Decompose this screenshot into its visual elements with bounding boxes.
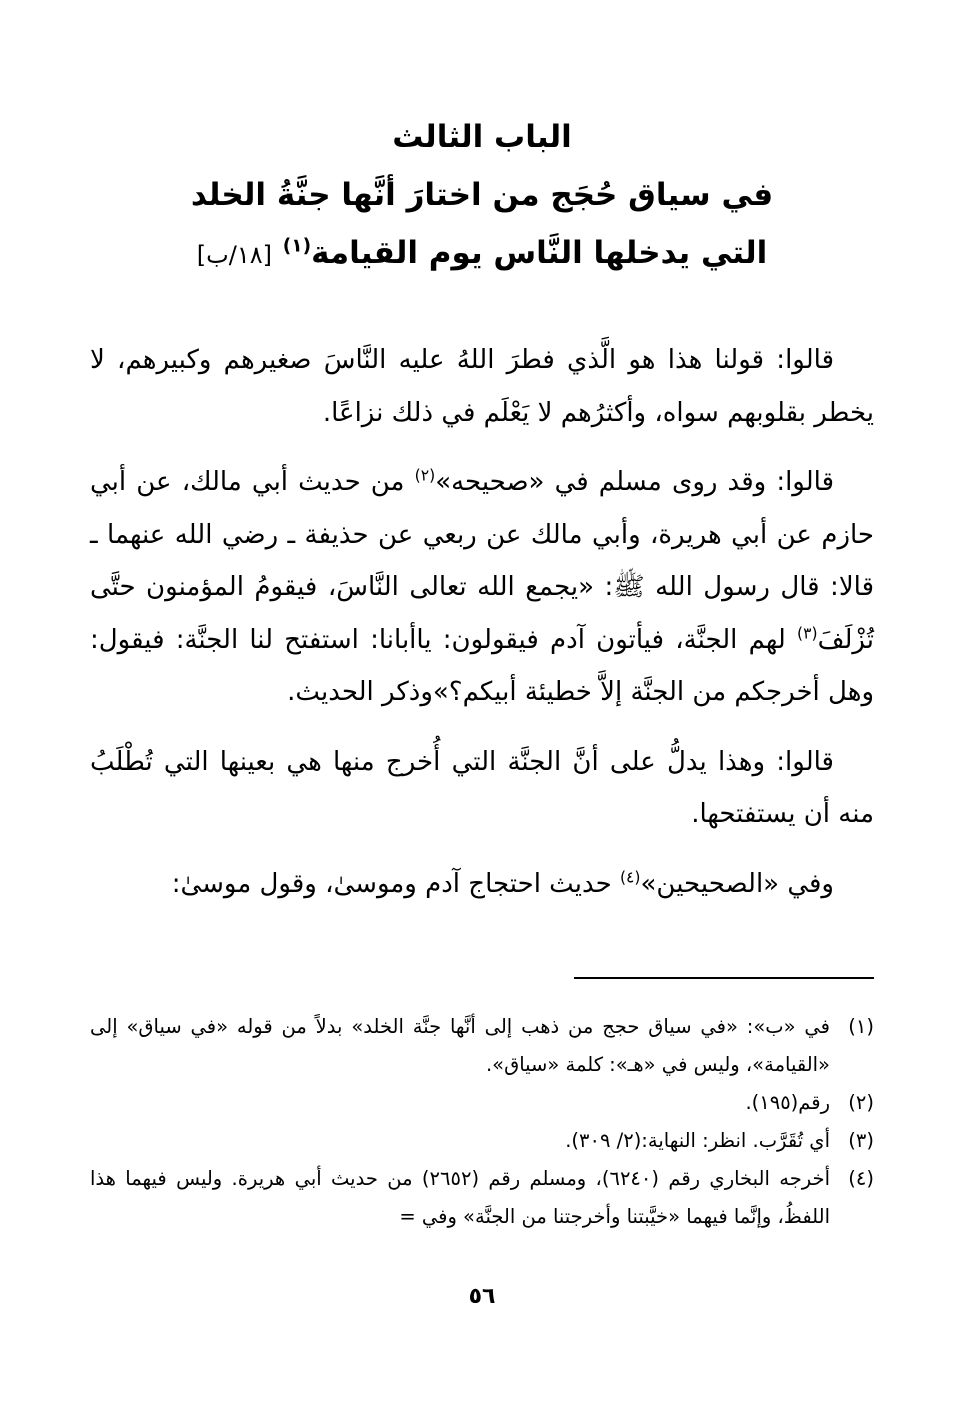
- chapter-title-line-1: في سياق حُجَج من اختارَ أنَّها جنَّةُ الخلد: [190, 177, 774, 213]
- paragraph-2-part-b: من حديث أبي مالك، عن أبي حازم عن أبي هريرة، وأبي مالك عن ربعي عن حذيفة ـ رضي الله عنهما ـ قالا: قال رسول الله ﷺ: «يجمع الله تعالى النَّاسَ، فيقومُ المؤمنون حتَّى تُزْلَفَ: [90, 467, 874, 655]
- paragraph-4-part-a: وفي «الصحيحين»: [640, 868, 834, 899]
- footnote-number: (٤): [848, 1167, 874, 1190]
- footnote-1: [90, 1008, 874, 1084]
- footnote-3: [90, 1122, 874, 1160]
- footnote-ref-1: (١): [282, 235, 312, 257]
- paragraph-2-part-a: قالوا: وقد روى مسلم في «صحيحه»: [435, 467, 835, 497]
- body-text: [90, 334, 874, 927]
- footnote-separator: [574, 977, 874, 979]
- footnote-2: [90, 1084, 874, 1122]
- chapter-label: الباب الثالث: [392, 119, 572, 155]
- footnote-text: في «ب»: «في سياق حجج من ذهب إلى أنَّها جنَّة الخلد» بدلاً من قوله «في سياق» إلى «القيامة»، وليس في «هـ»: كلمة «سياق».: [90, 1015, 830, 1076]
- paragraph-2: [90, 456, 874, 719]
- footnote-number: (١): [848, 1015, 874, 1038]
- chapter-title-line-2: [90, 224, 874, 284]
- paragraph-4-part-b: حديث احتجاج آدم وموسىٰ، وقول موسىٰ:: [171, 868, 620, 899]
- chapter-heading: [90, 108, 874, 284]
- footnote-number: (٢): [848, 1091, 874, 1114]
- footnote-ref-3: (٣): [797, 623, 818, 642]
- paragraph-1: قالوا: قولنا هذا هو الَّذي فطرَ اللهُ عليه النَّاسَ صغيرهم وكبيرهم، لا يخطر بقلوبهم سواه، وأكثرُهم لا يَعْلَم في ذلك نزاعًا.: [90, 345, 874, 428]
- footnote-number: (٣): [848, 1129, 874, 1152]
- paragraph-2-part-c: لهم الجنَّة، فيأتون آدم فيقولون: ياأبانا: استفتح لنا الجنَّة: فيقول: وهل أخرجكم من الجنَّة إلاَّ خطيئة أبيكم؟»وذكر الحديث.: [90, 624, 874, 707]
- page-number: ٥٦: [468, 1284, 496, 1309]
- footnote-text: أخرجه البخاري رقم (٦٢٤٠)، ومسلم رقم (٢٦٥٢) من حديث أبي هريرة. وليس فيهما هذا اللفظُ، وإنَّما فيهما «خيَّبتنا وأخرجتنا من الجنَّة» وفي =: [90, 1167, 830, 1228]
- folio-marker: [١٨/ب]: [196, 241, 272, 269]
- footnote-text: رقم(١٩٥).: [745, 1091, 830, 1114]
- footnotes: [90, 1008, 874, 1236]
- paragraph-4: [90, 858, 874, 911]
- paragraph-3: قالوا: وهذا يدلُّ على أنَّ الجنَّة التي أُخرج منها هي بعينها التي تُطْلَبُ منه أن يستفتحها.: [90, 746, 874, 829]
- footnote-text: أي تُقَرَّب. انظر: النهاية:(٢/ ٣٠٩).: [565, 1129, 830, 1152]
- footnote-ref-4: (٤): [619, 867, 641, 886]
- chapter-title-line-2-text: التي يدخلها النَّاس يوم القيامة: [311, 235, 768, 271]
- footnote-4: [90, 1160, 874, 1236]
- footnote-ref-2: (٢): [414, 466, 436, 485]
